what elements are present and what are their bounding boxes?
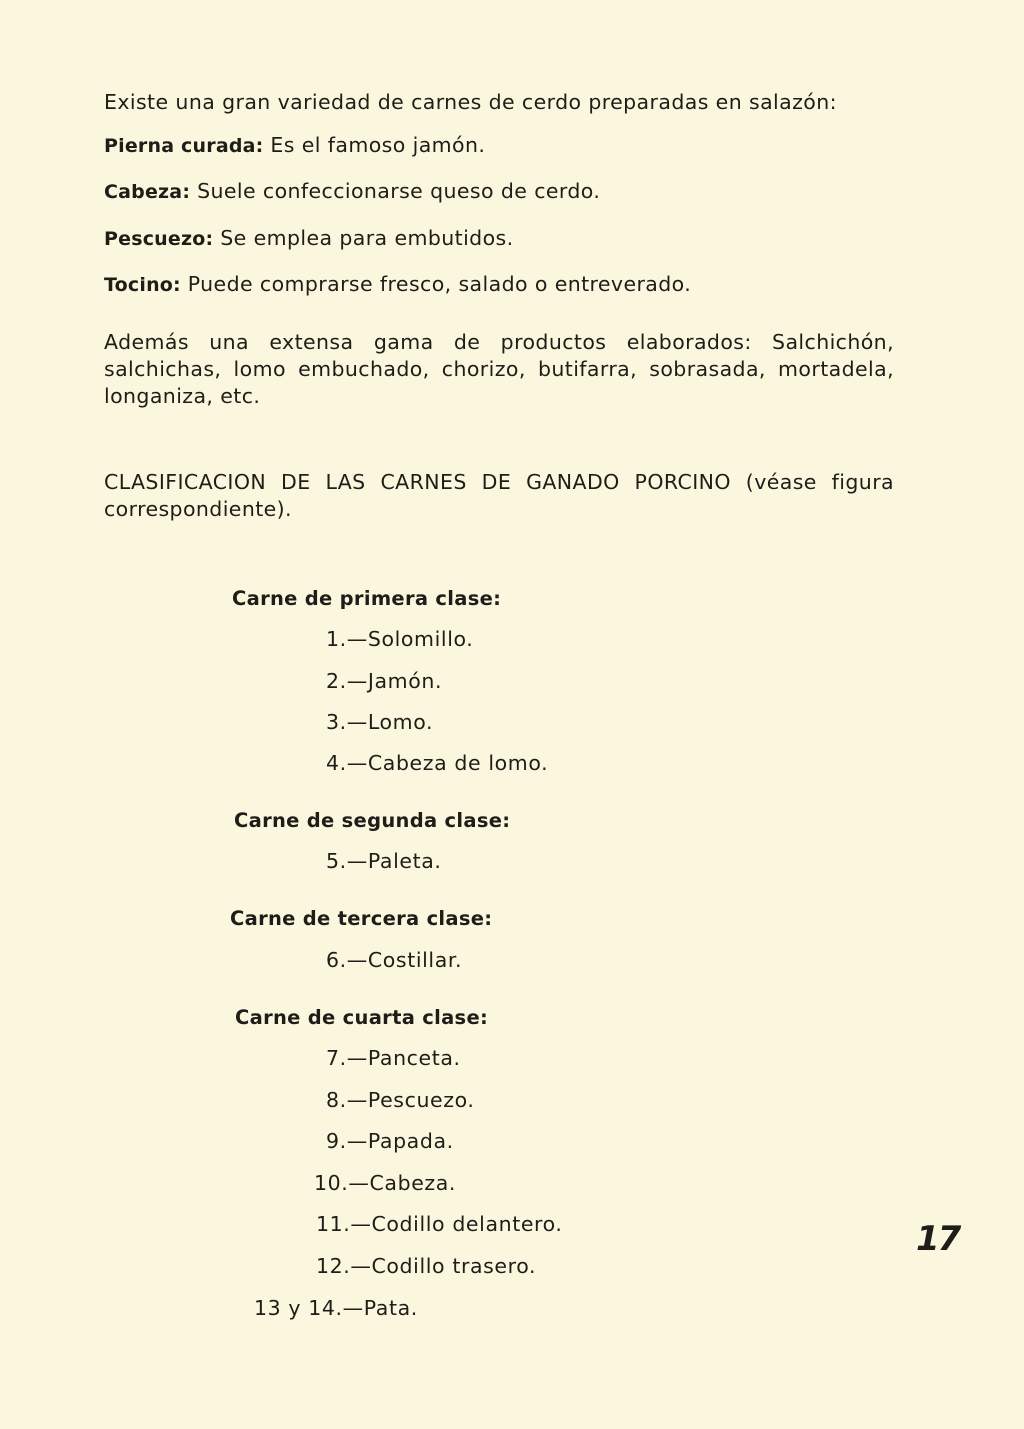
definition-term: Pescuezo: xyxy=(104,228,214,250)
item-name: —Codillo trasero. xyxy=(350,1254,537,1278)
definition-text: Puede comprarse fresco, salado o entreverado. xyxy=(187,272,692,296)
item-name: —Panceta. xyxy=(346,1046,461,1070)
products-paragraph: Además una extensa gama de productos elaborados: Salchichón, salchichas, lomo embuchado, chorizo, butifarra, sobrasada, mortadela, longaniza, etc. xyxy=(104,330,894,408)
class-heading-segunda: Carne de segunda clase: xyxy=(234,809,511,832)
list-item xyxy=(254,1296,418,1320)
list-item xyxy=(326,751,548,775)
definition-cabeza xyxy=(104,178,894,206)
item-number: 5. xyxy=(326,849,347,873)
item-number: 11. xyxy=(316,1212,351,1236)
item-name: —Costillar. xyxy=(346,948,463,972)
list-item xyxy=(326,1129,454,1153)
item-name: —Cabeza de lomo. xyxy=(346,751,549,775)
list-item xyxy=(316,1212,563,1236)
item-number: 3. xyxy=(326,710,347,734)
item-name: —Pescuezo. xyxy=(346,1088,475,1112)
class-heading-primera: Carne de primera clase: xyxy=(232,587,502,610)
page-number: 17 xyxy=(916,1219,960,1259)
list-item xyxy=(326,1088,475,1112)
item-name: —Lomo. xyxy=(346,710,434,734)
definition-pescuezo xyxy=(104,225,894,253)
list-item xyxy=(326,849,442,873)
item-name: —Codillo delantero. xyxy=(350,1212,563,1236)
class-heading-tercera: Carne de tercera clase: xyxy=(230,907,493,930)
item-number: 6. xyxy=(326,948,347,972)
item-name: —Solomillo. xyxy=(346,627,474,651)
definition-term: Cabeza: xyxy=(104,181,191,203)
item-number: 13 y 14. xyxy=(254,1296,343,1320)
definition-text: Se emplea para embutidos. xyxy=(220,226,514,250)
item-number: 2. xyxy=(326,669,347,693)
item-number: 10. xyxy=(314,1171,349,1195)
definition-pierna-curada xyxy=(104,132,894,160)
list-item xyxy=(316,1254,536,1278)
classification-title: CLASIFICACION DE LAS CARNES DE GANADO PORCINO (véase figura correspondiente). xyxy=(104,470,894,521)
definition-tocino xyxy=(104,271,894,299)
item-number: 4. xyxy=(326,751,347,775)
list-item xyxy=(314,1171,456,1195)
item-name: —Papada. xyxy=(346,1129,454,1153)
item-number: 7. xyxy=(326,1046,347,1070)
item-number: 8. xyxy=(326,1088,347,1112)
item-name: —Paleta. xyxy=(346,849,442,873)
definition-term: Tocino: xyxy=(104,274,181,296)
item-name: —Jamón. xyxy=(346,669,443,693)
intro-paragraph: Existe una gran variedad de carnes de cerdo preparadas en salazón: xyxy=(104,90,837,114)
item-number: 12. xyxy=(316,1254,351,1278)
list-item xyxy=(326,710,433,734)
list-item xyxy=(326,627,473,651)
item-number: 1. xyxy=(326,627,347,651)
item-name: —Pata. xyxy=(342,1296,418,1320)
item-number: 9. xyxy=(326,1129,347,1153)
list-item xyxy=(326,948,462,972)
list-item xyxy=(326,1046,461,1070)
class-heading-cuarta: Carne de cuarta clase: xyxy=(235,1006,489,1029)
item-name: —Cabeza. xyxy=(348,1171,457,1195)
list-item xyxy=(326,669,442,693)
definition-term: Pierna curada: xyxy=(104,135,264,157)
definition-text: Es el famoso jamón. xyxy=(270,133,486,157)
definition-text: Suele confeccionarse queso de cerdo. xyxy=(197,179,601,203)
